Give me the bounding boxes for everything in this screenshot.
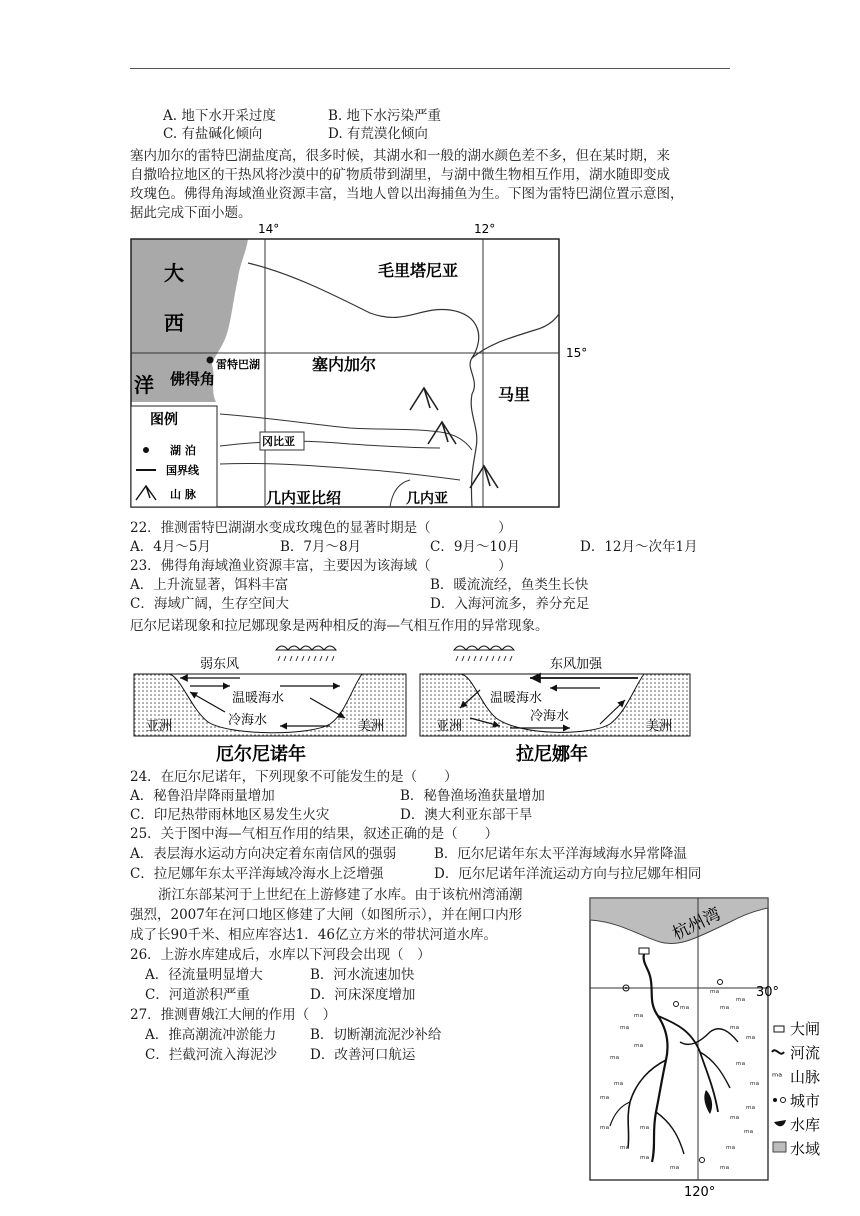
mali-label: 马里 [498,385,531,404]
mountain-icon [410,388,438,410]
svg-text:ᵐᵃ: ᵐᵃ [746,1035,756,1045]
ocean-label-1: 大 [164,261,184,285]
q23-option-c: C．海域广阔，生存空间大 [130,596,289,612]
prev-option-a: A. 地下水开采过度 [163,108,276,124]
q22-option-c: C．9月～10月 [430,539,521,555]
senegal-mauritania-border [248,263,479,507]
elnino-wind-label: 弱东风 [200,657,240,672]
lanina-cold-label: 冷海水 [530,709,570,724]
q27-option-a: A．推高潮流冲淤能力 [145,1027,277,1043]
svg-text:ᵐᵃ: ᵐᵃ [634,1013,644,1023]
passage3-line3: 成了长90千米、相应库容达1．46亿立方米的带状河道水库。 [130,927,497,943]
q27-stem: 27．推测曹娥江大闸的作用（ ） [130,1007,337,1023]
svg-text:ᵐᵃ: ᵐᵃ [620,1025,630,1035]
elnino-warm-label: 温暖海水 [232,691,285,706]
legend-river-label: 河流 [790,1044,821,1062]
prev-option-c: C. 有盐碱化倾向 [163,126,263,142]
legend-lake-label: 湖 泊 [170,444,196,457]
q26-option-c: C．河道淤积严重 [145,987,250,1003]
legend-gate-label: 大闸 [790,1020,821,1038]
ocean-label-3: 洋 [134,373,154,397]
passage2: 厄尔尼诺现象和拉尼娜现象是两种相反的海—气相互作用的异常现象。 [130,618,549,634]
city-icon [625,987,627,989]
guinea-bissau-label: 几内亚比绍 [266,489,342,507]
q27-option-c: C．拦截河流入海泥沙 [145,1047,277,1063]
q25-option-d: D．厄尔尼诺年洋流运动方向与拉尼娜年相同 [434,866,702,882]
legend-mountain-label: 山 脉 [170,488,196,501]
q26-option-b: B．河水流速加快 [310,967,415,983]
svg-text:ᵐᵃ: ᵐᵃ [726,1145,736,1155]
q22-stem: 22．推测雷特巴湖湖水变成玫瑰色的显著时期是（ ） [130,520,512,536]
lanina-asia-label: 亚洲 [436,719,463,734]
svg-text:ᵐᵃ: ᵐᵃ [640,1125,650,1135]
passage3-line2: 强烈，2007年在河口地区修建了大闸（如图所示），并在闸口内形 [130,907,523,923]
legend-reservoir-icon [774,1120,786,1126]
q22-option-b: B．7月～8月 [280,539,362,555]
passage1-line3: 玫瑰色。佛得角海域渔业资源丰富，当地人曾以出海捕鱼为生。下图为雷特巴湖位置示意图， [130,186,684,202]
q24-option-c: C．印尼热带雨林地区易发生火灾 [130,807,330,823]
enso-diagram [130,638,730,770]
mauritania-label: 毛里塔尼亚 [378,261,459,280]
q22-option-a: A．4月～5月 [130,539,211,555]
q26-option-a: A．径流量明显增大 [145,967,263,983]
lanina-warm-label: 温暖海水 [490,691,543,706]
lake-retba-label: 雷特巴湖 [216,358,260,371]
lanina-wind-label: 东风加强 [550,657,603,672]
svg-text:ᵐᵃ: ᵐᵃ [680,1005,690,1015]
legend-river-icon [772,1050,784,1053]
q26-option-d: D．河床深度增加 [310,987,416,1003]
q25-option-c: C．拉尼娜年东太平洋海域冷海水上泛增强 [130,866,384,882]
svg-text:ᵐᵃ: ᵐᵃ [710,989,720,999]
gambia-north-border [220,414,472,450]
q27-option-b: B．切断潮流泥沙补给 [310,1027,442,1043]
mountain-icon [428,422,456,444]
svg-text:ᵐᵃ: ᵐᵃ [634,1043,644,1053]
svg-text:ᵐᵃ: ᵐᵃ [746,1105,756,1115]
svg-text:ᵐᵃ: ᵐᵃ [640,1155,650,1165]
gambia-label: 冈比亚 [262,435,295,448]
gambia-south-border [220,441,440,448]
senegal-label: 塞内加尔 [312,355,377,374]
hangzhou-bay-map [580,892,840,1210]
elnino-panel [134,646,406,765]
svg-text:ᵐᵃ: ᵐᵃ [610,1055,620,1065]
legend-lake-icon [143,447,149,453]
svg-text:ᵐᵃ: ᵐᵃ [600,1125,610,1135]
guinea-label: 几内亚 [406,491,448,507]
elnino-america-label: 美洲 [358,719,385,734]
q22-option-d: D．12月～次年1月 [580,539,698,555]
q25-stem: 25．关于图中海—气相互作用的结果，叙述正确的是（ ） [130,826,499,842]
q24-option-a: A．秘鲁沿岸降雨量增加 [130,788,275,804]
lon120-label: 120° [684,1185,716,1200]
q23-option-d: D．入海河流多，养分充足 [430,596,590,612]
svg-text:ᵐᵃ: ᵐᵃ [720,1165,730,1175]
mali-border [472,314,559,358]
legend-water-icon [773,1142,786,1152]
q23-option-b: B．暖流流经，鱼类生长快 [430,577,589,593]
cloud-icon [454,646,514,661]
prev-option-d: D. 有荒漠化倾向 [328,126,428,142]
svg-text:ᵐᵃ: ᵐᵃ [736,997,746,1007]
svg-text:ᵐᵃ: ᵐᵃ [730,1025,740,1035]
passage1-line4: 据此完成下面小题。 [130,205,252,221]
lanina-panel [420,646,690,765]
lon12-label: 12° [474,222,496,236]
elnino-title: 厄尔尼诺年 [216,744,306,765]
lanina-america-label: 美洲 [646,719,673,734]
q24-option-b: B．秘鲁渔场渔获量增加 [400,788,545,804]
legend-title: 图例 [150,412,178,428]
legend-city-icon [773,1098,777,1102]
svg-text:ᵐᵃ: ᵐᵃ [600,1095,610,1105]
lanina-title: 拉尼娜年 [516,744,588,765]
q23-stem: 23．佛得角海域渔业资源丰富，主要因为该海域（ ） [130,558,512,574]
svg-text:ᵐᵃ: ᵐᵃ [720,1005,730,1015]
elnino-asia-label: 亚洲 [146,719,173,734]
svg-text:ᵐᵃ: ᵐᵃ [744,1129,754,1139]
mountain-icon [470,466,498,488]
cloud-icon [276,646,336,661]
svg-text:ᵐᵃ: ᵐᵃ [730,1115,740,1125]
legend-mountain-icon: ᵐᵃ [772,1072,783,1083]
legend-gate-icon [774,1026,784,1032]
svg-text:ᵐᵃ: ᵐᵃ [614,1081,624,1091]
prev-option-b: B. 地下水污染严重 [328,108,442,124]
q24-stem: 24．在厄尔尼诺年，下列现象不可能发生的是（ ） [130,769,458,785]
legend-city-label: 城市 [790,1092,821,1110]
legend-reservoir-label: 水库 [790,1116,821,1134]
legend-water-label: 水域 [790,1140,821,1158]
lake-retba-dot [207,357,214,364]
passage3-line1: 浙江东部某河于上世纪在上游修建了水库。由于该杭州湾涌潮 [158,887,523,903]
ocean-label-2: 西 [164,311,184,335]
q25-option-a: A．表层海水运动方向决定着东南信风的强弱 [130,846,397,862]
q23-option-a: A．上升流显著，饵料丰富 [130,577,289,593]
svg-text:ᵐᵃ: ᵐᵃ [750,1081,760,1091]
header-rule [130,68,730,69]
q24-option-d: D．澳大利亚东部干旱 [400,807,533,823]
legend-city-icon [781,1098,786,1103]
gate-icon [639,948,649,954]
passage1-line1: 塞内加尔的雷特巴湖盐度高，很多时候，其湖水和一般的湖水颜色差不多，但在某时期，来 [130,148,670,164]
q26-stem: 26．上游水库建成后，水库以下河段会出现（ ） [130,947,431,963]
legend-border-label: 国界线 [166,464,199,477]
elnino-cold-label: 冷海水 [228,713,268,728]
lon14-label: 14° [258,222,280,236]
svg-text:ᵐᵃ: ᵐᵃ [620,1145,630,1155]
lat15-label: 15° [566,346,588,360]
svg-text:ᵐᵃ: ᵐᵃ [670,1165,680,1175]
guinea-bissau-border [220,463,460,480]
passage1-line2: 自撒哈拉地区的干热风将沙漠中的矿物质带到湖里，与湖中微生物相互作用，湖水随即变成 [130,167,670,183]
legend-mountain-label: 山脉 [790,1068,821,1086]
cape-verde-label: 佛得角 [170,370,216,388]
bay-label: 杭州湾 [669,904,725,945]
q27-option-d: D．改善河口航运 [310,1047,416,1063]
lake-retba-map [120,218,600,518]
lat30-label: 30° [756,985,780,1000]
svg-text:ᵐᵃ: ᵐᵃ [736,1061,746,1071]
q25-option-b: B．厄尔尼诺年东太平洋海域海水异常降温 [434,846,687,862]
